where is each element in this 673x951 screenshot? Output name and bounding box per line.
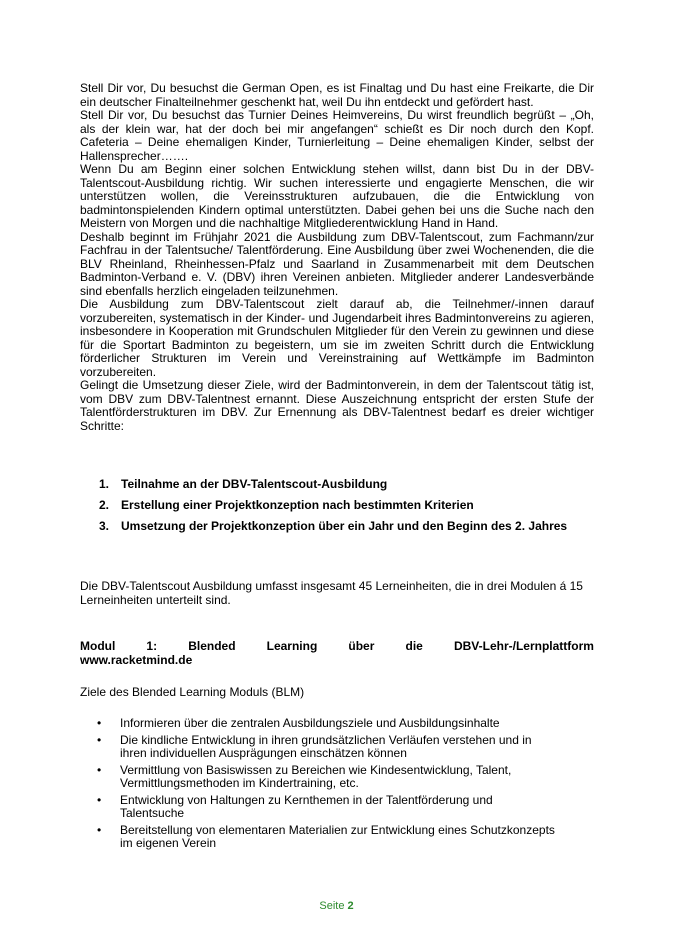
list-item — [97, 764, 557, 791]
intro-paragraph-3: Wenn Du am Beginn einer solchen Entwicklung stehen willst, dann bist Du in der DBV-Talentscout-Ausbildung richtig. Wir suchen interessierte und engagierte Menschen, die wir unterstützen wollen, die Vereinsstrukturen aufzubauen, die die Entwicklung von badmintonspielenden Kindern optimal unterstützten. Dabei gehen bei uns die Suche nach den Meistern von Morgen und die nachhaltige Mitgliederentwicklung Hand in Hand. — [80, 162, 594, 230]
summary-text: Die DBV-Talentscout Ausbildung umfasst insgesamt 45 Lerneinheiten, die in drei Modulen á 15 Lerneinheiten unterteilt sind. — [80, 579, 583, 607]
step-item — [99, 516, 599, 537]
goals-title: Ziele des Blended Learning Moduls (BLM) — [80, 685, 305, 699]
module-url: www.racketmind.de — [80, 653, 193, 667]
intro-paragraph-5: Die Ausbildung zum DBV-Talentscout zielt darauf ab, die Teilnehmer/-innen darauf vorzubereiten, systematisch in der Kinder- und Jugendarbeit ihres Badmintonvereins zu agieren, insbesondere in Kooperation mit Grundschulen Mitglieder für den Verein zu gewinnen und diese für die Sportart Badminton zu begeistern, um sie im zweiten Schritt durch die Entwicklung förderlicher Strukturen im Verein und Vereinstraining auf Wettkämpfe im Badminton vorzubereiten. — [80, 297, 594, 379]
footer-label: Seite — [319, 900, 345, 912]
list-item — [97, 824, 557, 851]
intro-paragraph-1: Stell Dir vor, Du besuchst die German Open, es ist Finaltag und Du hast eine Freikarte, die Dir ein deutscher Finalteilnehmer geschenkt hat, weil Du ihn entdeckt und gefördert hast. — [80, 81, 594, 109]
intro-paragraph-2: Stell Dir vor, Du besuchst das Turnier Deines Heimvereins, Du wirst freundlich begrüßt – „Oh, als der klein war, hat der doch bei mir angefangen“ schießt es Dir noch durch den Kopf. Cafeteria – Deine ehemaligen Kinder, Turnierleitung – Deine ehemaligen Kinder, selbst der Hallensprecher……. — [80, 108, 594, 163]
intro-paragraph-4: Deshalb beginnt im Frühjahr 2021 die Ausbildung zum DBV-Talentscout, zum Fachmann/zur Fachfrau in der Talentsuche/ Talentförderung. Eine Ausbildung über zwei Wochenenden, die die BLV Rheinland, Rheinhessen-Pfalz und Saarland in Zusammenarbeit mit dem Deutschen Badminton-Verband e. V. (DBV) ihren Vereinen anbieten. Mitglieder anderer Landesverbände sind ebenfalls herzlich eingeladen teilzunehmen. — [80, 229, 594, 298]
step-item — [99, 495, 599, 516]
module-heading-line — [80, 639, 594, 653]
list-item — [97, 794, 557, 821]
list-item-text: Informieren über die zentralen Ausbildungsziele und Ausbildungsinhalte — [120, 716, 500, 730]
intro-paragraph-6: Gelingt die Umsetzung dieser Ziele, wird der Badmintonverein, in dem der Talentscout tätig ist, vom DBV zum DBV-Talentnest ernannt. Diese Auszeichnung entspricht der ersten Stufe der Talentförderstrukturen im DBV. Zur Ernennung als DBV-Talentnest bedarf es dreier wichtiger Schritte: — [80, 378, 594, 433]
goals-list — [97, 717, 557, 854]
module-word: 1: — [146, 639, 158, 653]
page-number: 2 — [347, 900, 354, 912]
step-text: Umsetzung der Projektkonzeption über ein Jahr und den Beginn des 2. Jahres — [121, 519, 568, 533]
bullet-icon: • — [97, 822, 102, 837]
page-footer — [0, 900, 673, 912]
list-item-text: Bereitstellung von elementaren Materialien zur Entwicklung eines Schutzkonzepts im eigenen Verein — [120, 822, 555, 850]
module-word: DBV-Lehr-/Lernplattform — [453, 639, 594, 653]
list-item-text: Die kindliche Entwicklung in ihren grundsätzlichen Verläufen verstehen und in ihren individuellen Ausprägungen einschätzen können — [120, 732, 532, 760]
bullet-icon: • — [97, 762, 102, 777]
list-item-text: Entwicklung von Haltungen zu Kernthemen in der Talentförderung und Talentsuche — [120, 792, 493, 820]
bullet-icon: • — [97, 716, 102, 730]
step-number: 2. — [99, 498, 110, 512]
step-text: Erstellung einer Projektkonzeption nach bestimmten Kriterien — [121, 498, 474, 512]
module-heading — [80, 639, 594, 667]
bullet-icon: • — [97, 792, 102, 807]
module-word: Blended — [188, 639, 236, 653]
bullet-icon: • — [97, 732, 102, 747]
list-item-text: Vermittlung von Basiswissen zu Bereichen wie Kindesentwicklung, Talent, Vermittlungsmethoden im Kindertraining, etc. — [120, 762, 512, 790]
module-word: Modul — [80, 639, 116, 653]
module-word: über — [348, 639, 375, 653]
step-number: 1. — [99, 477, 110, 491]
page-content — [80, 81, 594, 850]
steps-list — [99, 474, 599, 537]
list-item — [97, 734, 557, 761]
step-number: 3. — [99, 519, 110, 533]
step-item — [99, 474, 599, 495]
step-text: Teilnahme an der DBV-Talentscout-Ausbildung — [121, 477, 388, 491]
module-word: die — [405, 639, 423, 653]
intro-text — [80, 82, 594, 433]
module-word: Learning — [266, 639, 318, 653]
list-item — [97, 717, 557, 731]
